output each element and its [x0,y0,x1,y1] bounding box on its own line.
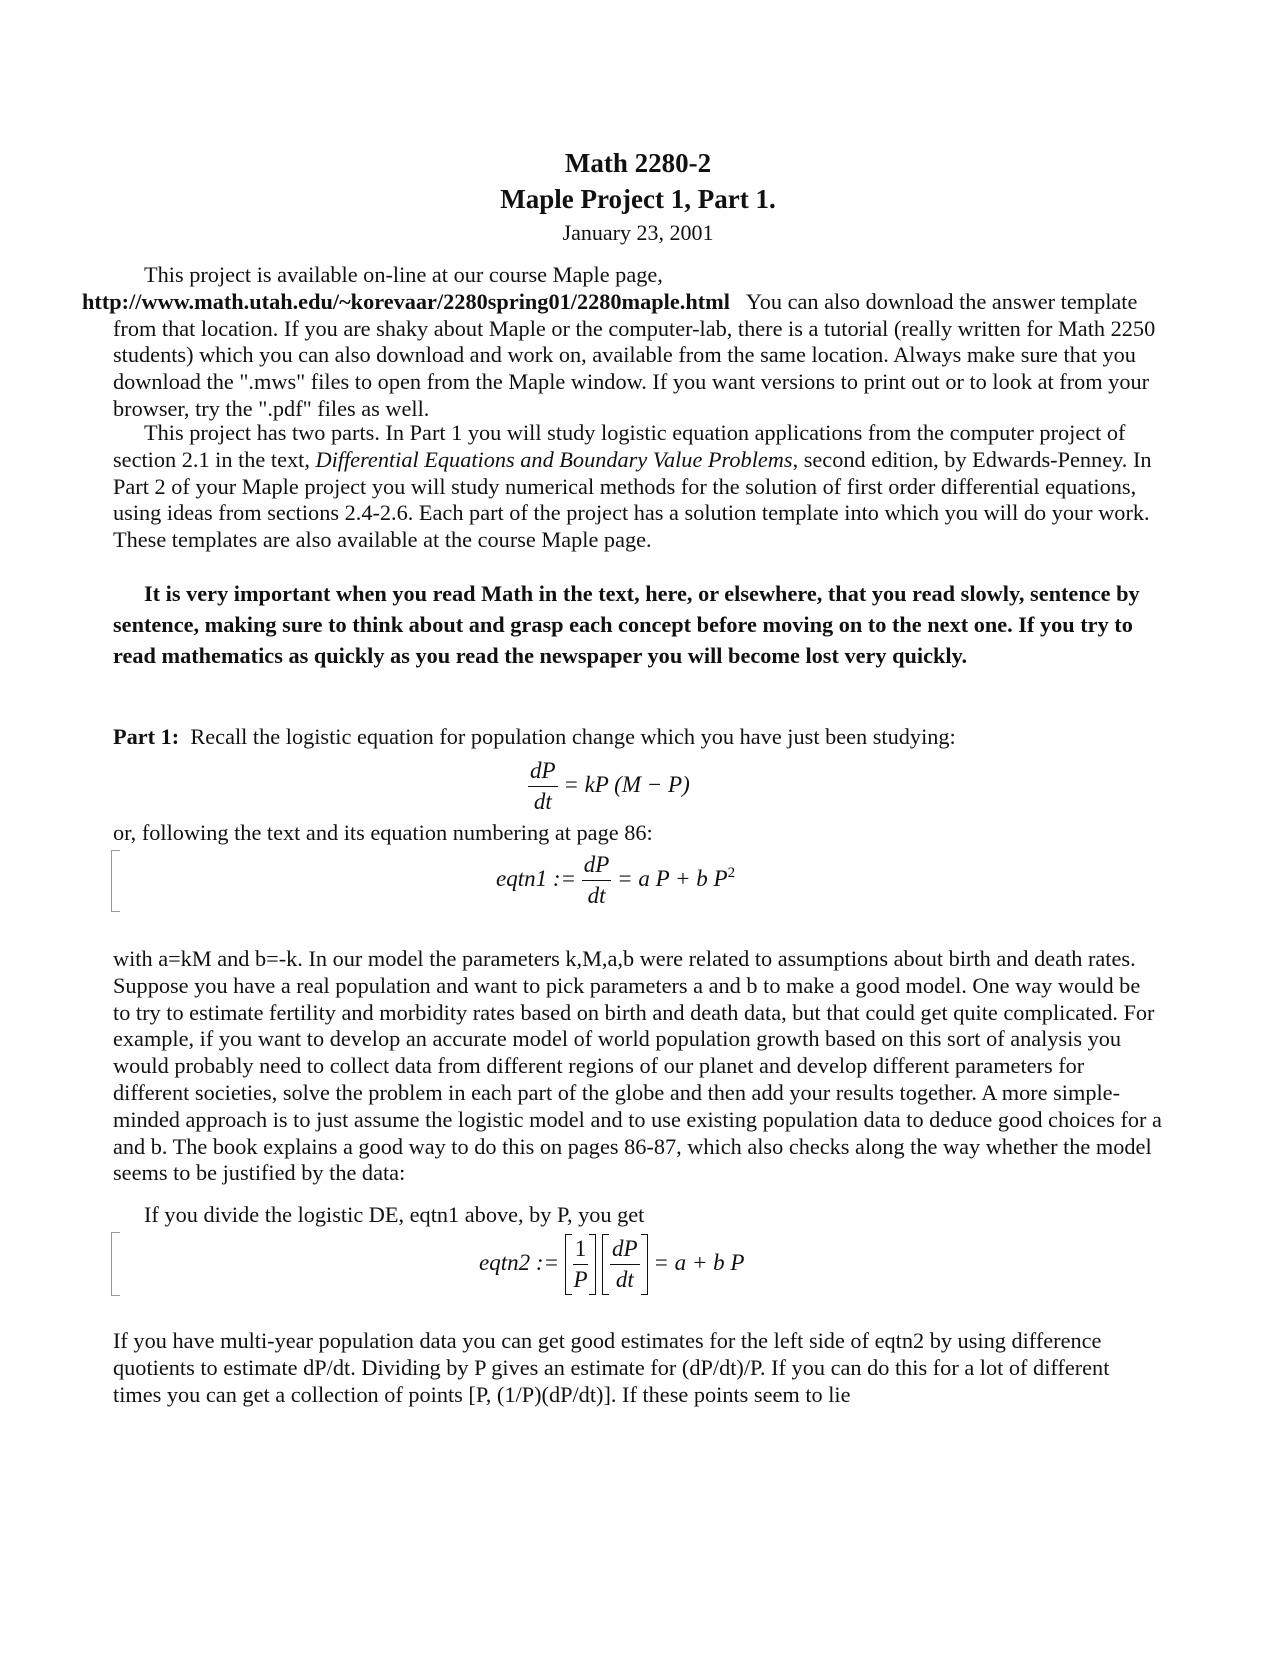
eqtn1-denominator: dt [587,883,606,908]
course-url: http://www.math.utah.edu/~korevaar/2280spring01/2280maple.html [82,288,730,314]
eqtn2-den1: P [573,1267,588,1292]
intro-text: This project is available on-line at our course Maple page, [144,262,663,287]
eqtn1-lhs: eqtn1 := [496,865,577,891]
intro-text-rest: You can also download the answer template from that location. If you are shaky about Maple or the computer-lab, there is a tutorial (really written for Math 2250 students) which you can also download and work on, available from the same location. Always make sure that you download the ".mws" files to open from the Maple window. If you want versions to print out or to look at from your browser, try the ".pdf" files as well. [113,288,1156,421]
eqtn2-num1: 1 [573,1236,589,1265]
document-date: January 23, 2001 [562,220,714,245]
eqtn1-exponent: 2 [727,865,736,882]
logistic-equation [528,758,690,815]
course-title: Math 2280-2 [564,148,712,178]
eqtn2-rhs: = a + b P [653,1249,745,1275]
project-title: Maple Project 1, Part 1. [500,184,776,214]
intro-paragraph-2 [113,420,1163,554]
intro-p2-rest: , second edition, by Edwards-Penney. In Part 2 of your Maple project you will study numerical methods for the solution of first order differential equations, using ideas from sections 2.4-2.6. Each part of the project has a solution template into which you will do your work. These templates are also available at the course Maple page. [113,446,1152,553]
eqtn1 [496,852,735,909]
following-text: or, following the text and its equation numbering at page 86: [113,820,653,845]
book-title: Differential Equations and Boundary Value Problems [315,446,793,472]
maple-group-bracket [111,850,120,912]
eq-denominator: dt [533,789,552,814]
divide-text: If you divide the logistic DE, eqtn1 above, by P, you get [144,1202,645,1227]
part1-label: Part 1: [113,724,180,749]
eqtn1-rhs: = a P + b P [617,865,728,891]
part1-intro [113,724,1163,751]
part1-intro-text: Recall the logistic equation for population change which you have just been studying: [190,724,956,749]
body-paragraph-1: with a=kM and b=-k. In our model the parameters k,M,a,b were related to assumptions about birth and death rates. Suppose you have a real population and want to pick parameters a and b to make a good model. One way would be to try to estimate fertility and morbidity rates based on birth and death data, but that could get quite complicated. For example, if you want to develop an accurate model of world population growth based on this sort of analysis you would probably need to collect data from different regions of our planet and develop different parameters for different societies, solve the problem in each part of the globe and then add your results together. A more simple-minded approach is to just assume the logistic model and to use existing population data to deduce good choices for a and b. The book explains a good way to do this on pages 86-87, which also checks along the way whether the model seems to be justified by the data: [113,946,1162,1186]
eq-numerator: dP [528,758,558,787]
eqtn1-numerator: dP [582,852,612,881]
maple-group-bracket-2 [111,1232,120,1296]
body-paragraph-2: If you have multi-year population data you can get good estimates for the left side of eqtn2 by using difference quotients to estimate dP/dt. Dividing by P gives an estimate for (dP/dt)/P. If you can do this for a lot of different times you can get a collection of points [P, (1/P)(dP/dt)]. If these points seem to lie [113,1328,1110,1407]
eqtn2-lhs: eqtn2 := [479,1249,560,1275]
eqtn2 [479,1236,744,1293]
intro-p2-start: This project has two parts. In Part 1 you will study logistic equation applications from the computer project of section 2.1 in the text, [113,420,1126,472]
eq-rhs: = kP (M − P) [563,771,690,797]
intro-paragraph-1 [82,262,1163,423]
eqtn2-num2: dP [610,1236,640,1265]
reading-advice: It is very important when you read Math in the text, here, or elsewhere, that you read slowly, sentence by sentence, making sure to think about and grasp each concept before moving on to the next one. If you try to read mathematics as quickly as you read the newspaper you will become lost very quickly. [113,581,1140,668]
eqtn2-den2: dt [615,1267,634,1292]
